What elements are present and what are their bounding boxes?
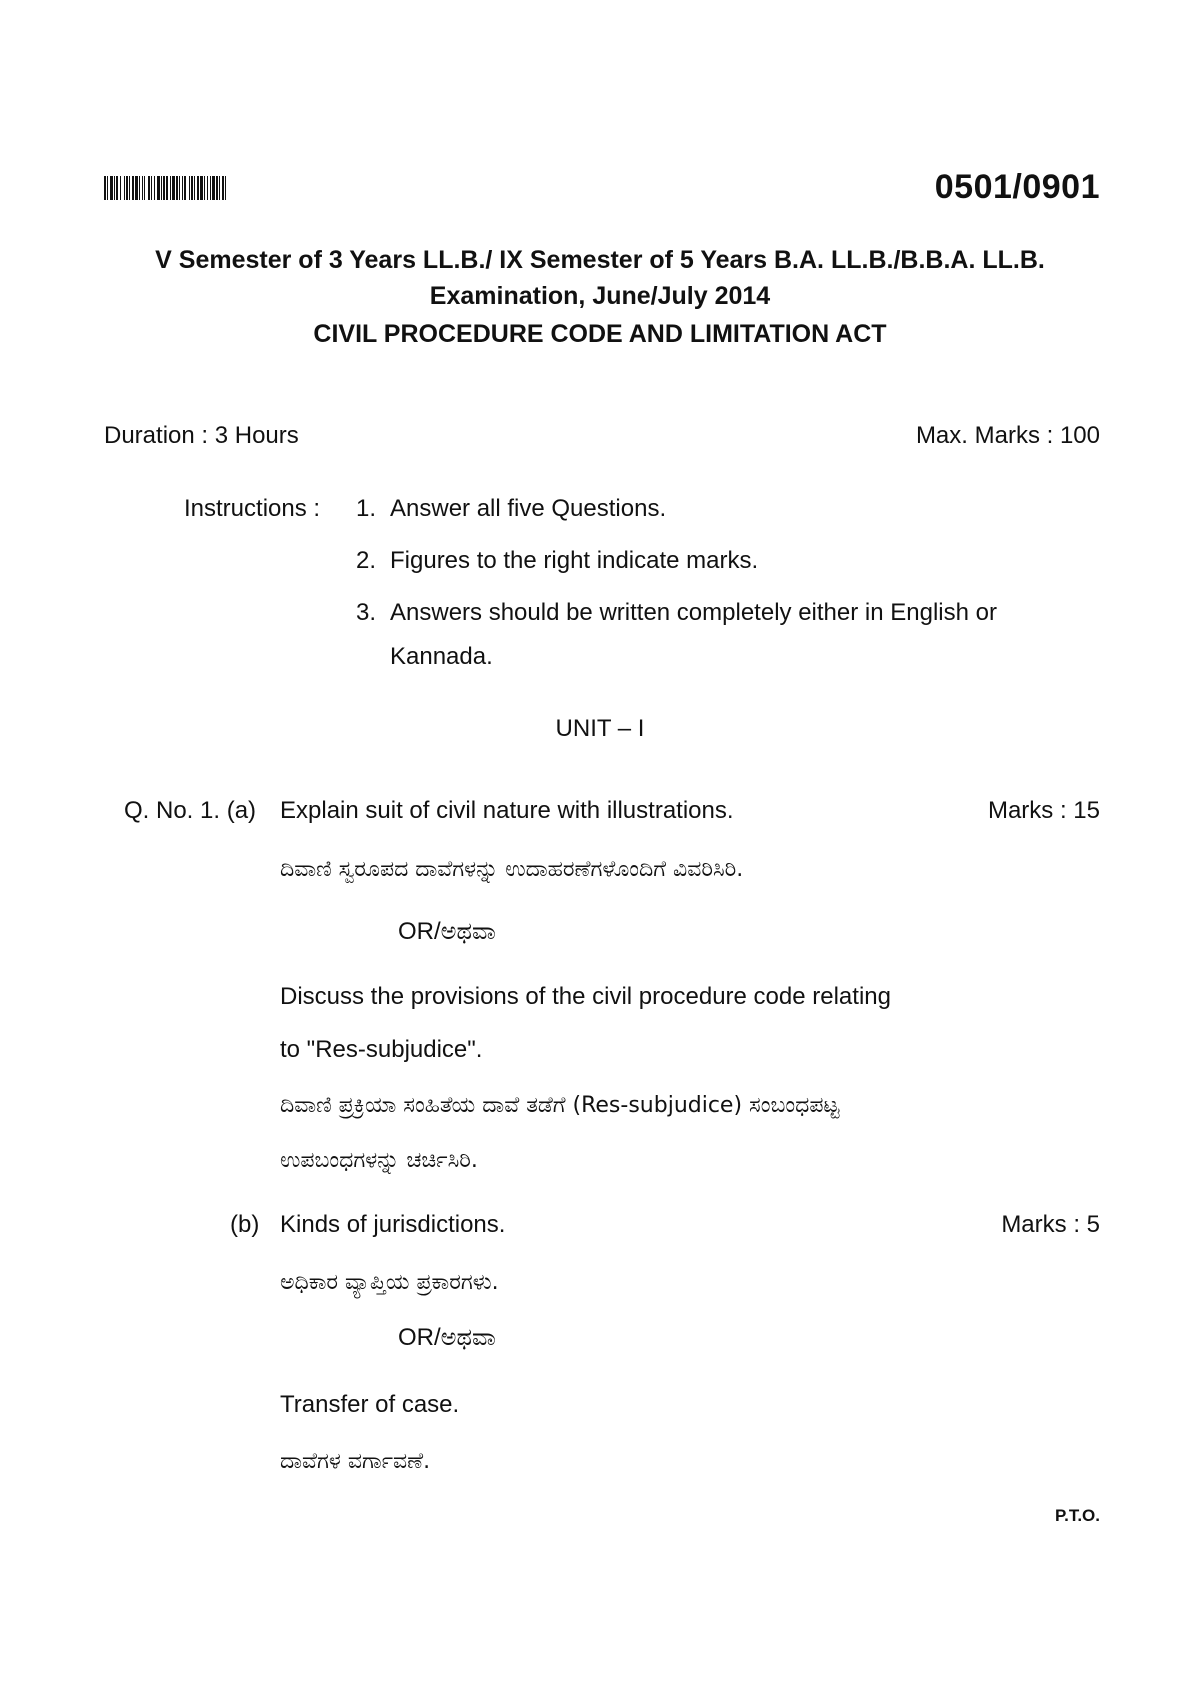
alt-question-text-kannada: ದಾವೆಗಳ ವರ್ಗಾವಣೆ. [280,1449,431,1474]
paper-code: 0501/0901 [934,168,1100,206]
exam-title-line2: Examination, June/July 2014 [429,282,771,310]
question-text: Kinds of jurisdictions. [280,1211,506,1238]
barcode [104,176,334,200]
question-sub-label: (b) [230,1211,260,1238]
page-turn-indicator: P.T.O. [1054,1506,1100,1525]
exam-title-line1: V Semester of 3 Years LL.B./ IX Semester of 5 Years B.A. LL.B./B.B.A. LL.B. [155,246,1045,274]
alt-question-text-kannada: ಉಪಬಂಧಗಳನ್ನು ಚರ್ಚಿಸಿರಿ. [280,1148,478,1173]
instruction-text: Answers should be written completely either in English or [390,599,997,626]
subject-title: CIVIL PROCEDURE CODE AND LIMITATION ACT [313,320,887,348]
alt-question-text: Transfer of case. [280,1391,460,1418]
question-text-kannada: ದಿವಾಣಿ ಸ್ವರೂಪದ ದಾವೆಗಳನ್ನು ಉದಾಹರಣೆಗಳೊಂದಿಗೆ ವಿವರಿಸಿರಿ. [280,857,744,882]
alt-question-text: Discuss the provisions of the civil procedure code relating [280,983,891,1010]
instruction-num: 3. [356,599,377,626]
instruction-num: 2. [356,547,377,574]
or-separator: OR/ಅಥವಾ [398,918,496,945]
alt-question-text: to "Res-subjudice". [280,1036,483,1063]
question-text: Explain suit of civil nature with illustrations. [280,797,734,824]
instruction-text: Answer all five Questions. [390,495,667,522]
instructions-label: Instructions : [184,495,321,522]
question-text-kannada: ಅಧಿಕಾರ ವ್ಯಾಪ್ತಿಯ ಪ್ರಕಾರಗಳು. [280,1270,499,1295]
question-marks: Marks : 5 [1001,1211,1100,1238]
unit-heading: UNIT – I [555,715,645,742]
question-marks: Marks : 15 [987,797,1100,824]
question-label: Q. No. 1. (a) [124,797,257,824]
alt-question-text-kannada: ದಿವಾಣಿ ಪ್ರಕ್ರಿಯಾ ಸಂಹಿತೆಯ ದಾವೆ ತಡೆಗೆ (Res-subjudice) ಸಂಬಂಧಪಟ್ಟ [280,1093,840,1118]
max-marks: Max. Marks : 100 [915,422,1100,449]
duration: Duration : 3 Hours [104,422,299,449]
instruction-text-cont: Kannada. [390,643,493,670]
instruction-num: 1. [356,495,377,522]
instruction-text: Figures to the right indicate marks. [390,547,759,574]
or-separator: OR/ಅಥವಾ [398,1324,496,1351]
